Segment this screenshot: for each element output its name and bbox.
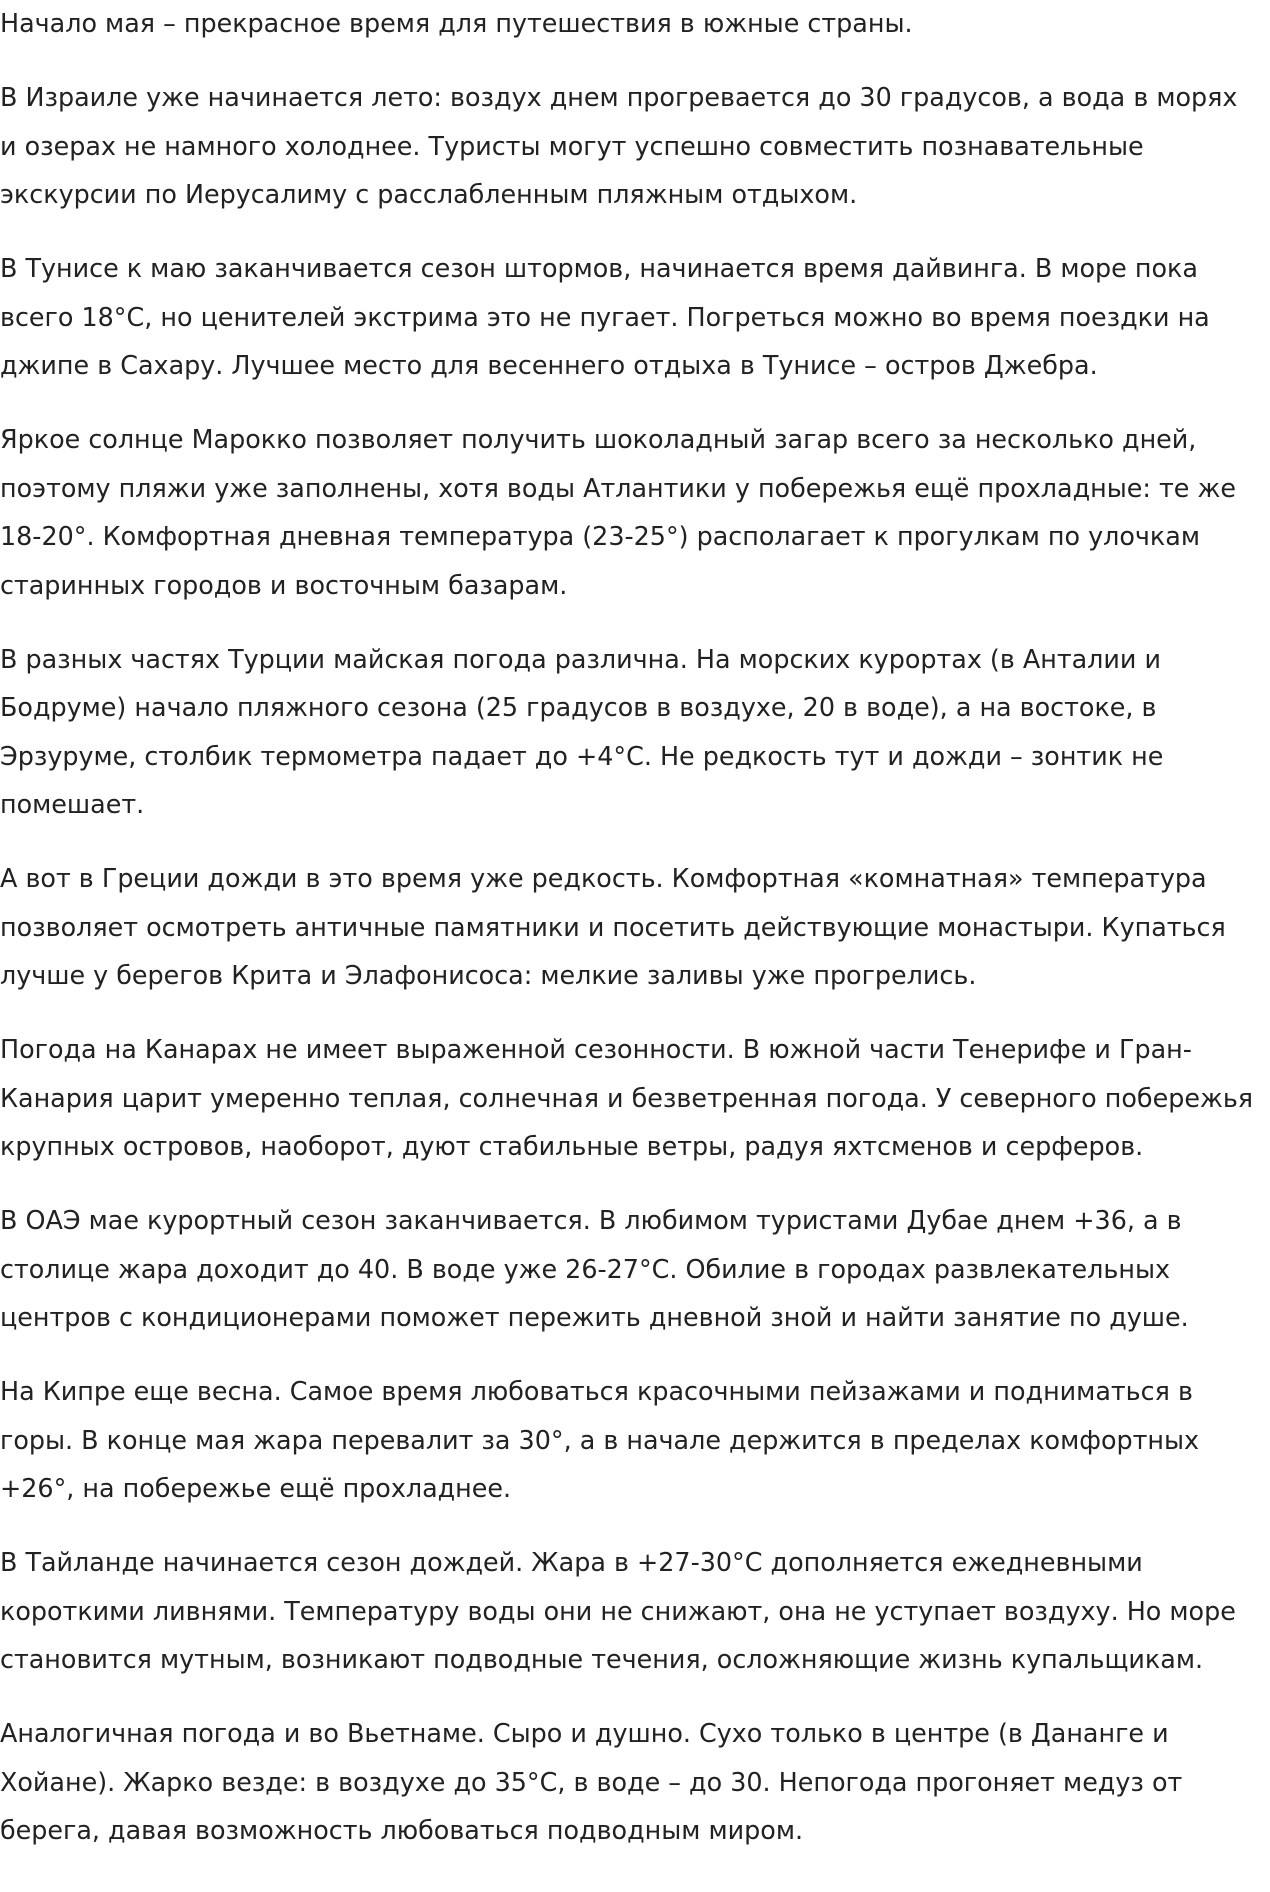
paragraph-uae: В ОАЭ мае курортный сезон заканчивается. В любимом туристами Дубае днем +36, а в столице жара доходит до 40. В воде уже 26-27°С. Обилие в городах развлекательных центров с кондиционерами поможет пережить дневной зной и найти занятие по душе. — [0, 1205, 1189, 1332]
paragraph-morocco: Яркое солнце Марокко позволяет получить шоколадный загар всего за несколько дней, поэтому пляжи уже заполнены, хотя воды Атлантики у побережья ещё прохладные: те же 18-20°. Комфортная дневная температура (23-25°) располагает к прогулкам по улочкам старинных городов и восточным базарам. — [0, 424, 1236, 600]
paragraph-turkey: В разных частях Турции майская погода различна. На морских курортах (в Анталии и Бодруме) начало пляжного сезона (25 градусов в воздухе, 20 в воде), а на востоке, в Эрзуруме, столбик термометра падает до +4°С. Не редкость тут и дожди – зонтик не помешает. — [0, 643, 1164, 819]
paragraph-cyprus: На Кипре еще весна. Самое время любоваться красочными пейзажами и подниматься в горы. В конце мая жара перевалит за 30°, а в начале держится в пределах комфортных +26°, на побережье ещё прохладнее. — [0, 1376, 1200, 1503]
paragraph-israel: В Израиле уже начинается лето: воздух днем прогревается до 30 градусов, а вода в морях и озерах не намного холоднее. Туристы могут успешно совместить познавательные экскурсии по Иерусалиму с расслабленным пляжным отдыхом. — [0, 82, 1238, 209]
paragraph-intro: Начало мая – прекрасное время для путешествия в южные страны. — [0, 8, 913, 38]
paragraph-thailand: В Тайланде начинается сезон дождей. Жара в +27-30°С дополняется ежедневными короткими ливнями. Температуру воды они не снижают, она не уступает воздуху. Но море становится мутным, возникают подводные течения, осложняющие жизнь купальщикам. — [0, 1547, 1236, 1674]
paragraph-vietnam: Аналогичная погода и во Вьетнаме. Сыро и душно. Сухо только в центре (в Дананге и Хойане). Жарко везде: в воздухе до 35°С, в воде – до 30. Непогода прогоняет медуз от берега, давая возможность любоваться подводным миром. — [0, 1718, 1183, 1845]
paragraph-greece: А вот в Греции дожди в это время уже редкость. Комфортная «комнатная» температура позволяет осмотреть античные памятники и посетить действующие монастыри. Купаться лучше у берегов Крита и Элафонисоса: мелкие заливы уже прогрелись. — [0, 863, 1226, 990]
paragraph-tunisia: В Тунисе к маю заканчивается сезон штормов, начинается время дайвинга. В море пока всего 18°С, но ценителей экстрима это не пугает. Погреться можно во время поездки на джипе в Сахару. Лучшее место для весеннего отдыха в Тунисе – остров Джебра. — [0, 253, 1210, 380]
paragraph-canaries: Погода на Канарах не имеет выраженной сезонности. В южной части Тенерифе и Гран-Канария царит умеренно теплая, солнечная и безветренная погода. У северного побережья крупных островов, наоборот, дуют стабильные ветры, радуя яхтсменов и серферов. — [0, 1034, 1254, 1161]
